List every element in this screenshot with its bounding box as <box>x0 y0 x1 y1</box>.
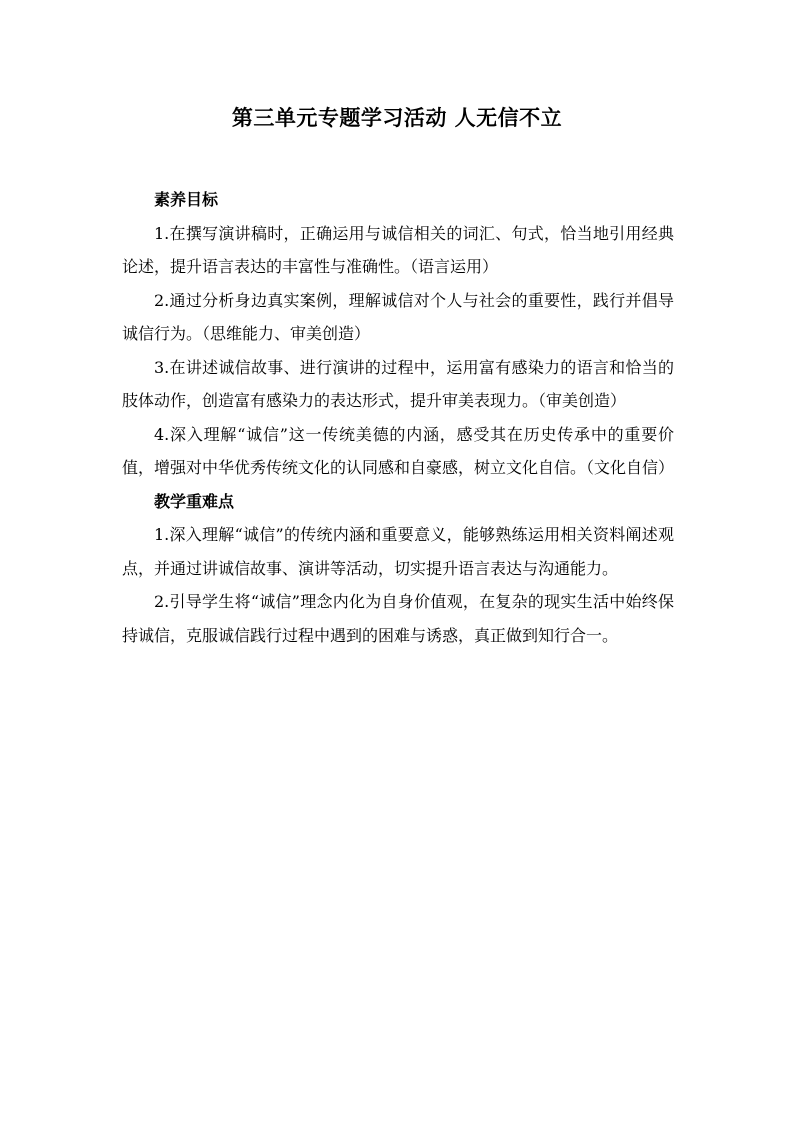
goal-paragraph-3: 3.在讲述诚信故事、进行演讲的过程中，运用富有感染力的语言和恰当的肢体动作，创造富有感染力的表达形式，提升审美表现力。（审美创造） <box>122 357 674 410</box>
difficulty-paragraph-1: 1.深入理解“诚信”的传统内涵和重要意义，能够熟练运用相关资料阐述观点，并通过讲诚信故事、演讲等活动，切实提升语言表达与沟通能力。 <box>122 525 674 578</box>
difficulty-paragraph-2: 2.引导学生将“诚信”理念内化为自身价值观，在复杂的现实生活中始终保持诚信，克服诚信践行过程中遇到的困难与诱惑，真正做到知行合一。 <box>122 592 674 645</box>
goal-paragraph-2: 2.通过分析身边真实案例，理解诚信对个人与社会的重要性，践行并倡导诚信行为。（思维能力、审美创造） <box>122 290 674 343</box>
document-body <box>122 183 674 652</box>
section-heading-literacy-goals: 素养目标 <box>154 190 219 209</box>
goal-paragraph-1: 1.在撰写演讲稿时，正确运用与诚信相关的词汇、句式，恰当地引用经典论述，提升语言表达的丰富性与准确性。（语言运用） <box>122 223 674 276</box>
section-heading-key-difficulties: 教学重难点 <box>154 491 235 511</box>
document-title: 第三单元专题学习活动 人无信不立 <box>231 105 563 130</box>
goal-paragraph-4: 4.深入理解“诚信”这一传统美德的内涵，感受其在历史传承中的重要价值，增强对中华优秀传统文化的认同感和自豪感，树立文化自信。（文化自信） <box>122 424 675 477</box>
